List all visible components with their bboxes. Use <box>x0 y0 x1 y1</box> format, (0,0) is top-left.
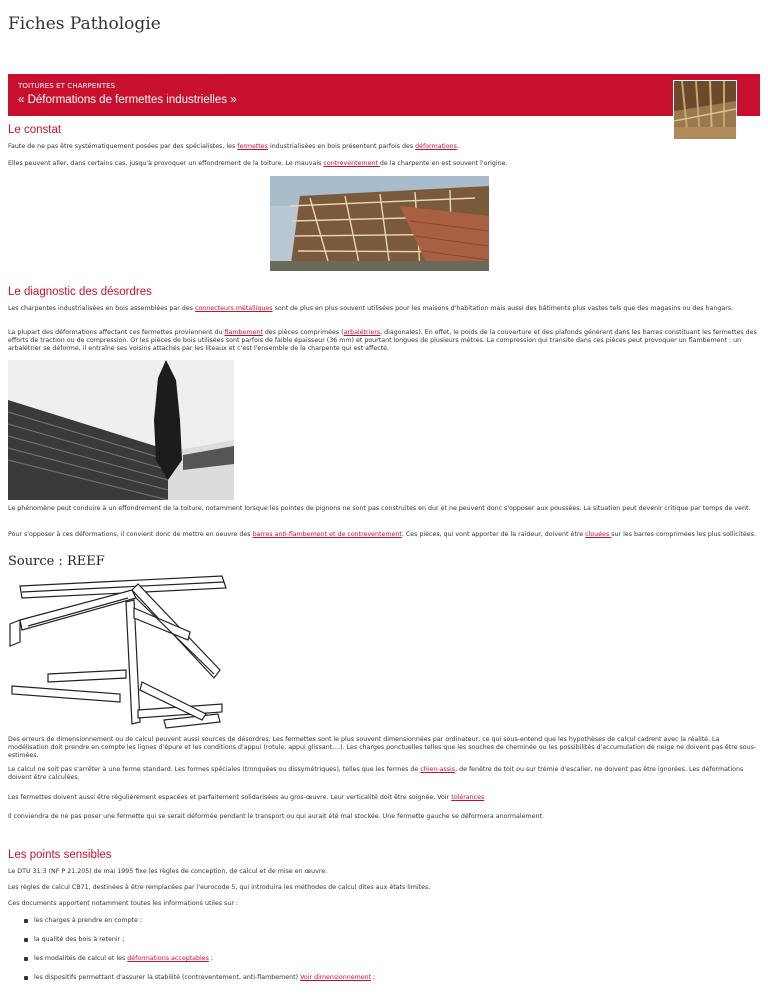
link-connecteurs-metalliques[interactable]: connecteurs métalliques <box>194 305 273 312</box>
link-flambement[interactable]: flambement <box>224 329 263 336</box>
header-banner <box>8 74 760 116</box>
section-heading-diagnostic: Le diagnostic des désordres <box>8 286 152 298</box>
link-voir-dimensionnement[interactable]: Voir dimensionnement <box>300 974 372 981</box>
list-item: les modalités de calcul et les déformations acceptables ; <box>8 955 760 963</box>
section-heading-points-sensibles: Les points sensibles <box>8 849 112 861</box>
bracing-diagram <box>8 572 228 734</box>
paragraph: Il conviendra de ne pas poser une fermette qui se serait déformée pendant le transport ou qui aurait été mal stockée. Une fermette gauche se déformera anormalement. <box>8 813 544 820</box>
link-clouees[interactable]: clouées <box>585 531 612 538</box>
paragraph: Les règles de calcul CB71, destinées à être remplacées par l'eurocode 5, qui introduira les méthodes de calcul dites aux états limites. <box>8 884 431 891</box>
bullet-icon <box>24 919 28 923</box>
bullet-icon <box>24 976 28 980</box>
banner-category: TOITURES ET CHARPENTES <box>18 82 116 90</box>
site-title: Fiches Pathologie <box>8 14 161 34</box>
paragraph: Les fermettes doivent aussi être régulièrement espacées et parfaitement solidarisées au gros-œuvre. Leur verticalité doit être soignée. Voir tolérances <box>8 794 485 801</box>
link-barres-anti-flambement[interactable]: barres anti-flambement et de contreventement <box>252 531 402 538</box>
link-arbaletriers[interactable]: arbalétriers <box>343 329 381 336</box>
source-caption: Source : REEF <box>8 554 105 569</box>
paragraph: Pour s'opposer à ces déformations, il convient donc de mettre en oeuvre des barres anti-flambement et de contreventement. Ces pièces, qui vont apporter de la raideur, doivent être clouées sur les barres comprimées les plus sollicitées. <box>8 531 756 538</box>
paragraph: Le calcul ne soit pas s'arrêter à une ferme standard. Les formes spéciales (tronquées ou dissymétriques), telles que les fermes de chien-assis, de fenêtre de toit ou sur trémie d'escalier, ne doivent pas être ignorées. Les déformations doivent être calculées. <box>8 766 744 782</box>
roof-attic-photo <box>673 80 737 140</box>
paragraph: Faute de ne pas être systématiquement posées par des spécialistes, les fermettes industrialisées en bois présentent parfois des déformations. <box>8 143 459 150</box>
roof-tiles-cypress-photo <box>8 360 234 500</box>
link-deformations-acceptables[interactable]: déformations acceptables <box>127 955 209 962</box>
section-heading-constat: Le constat <box>8 124 62 136</box>
paragraph: Le phénomène peut conduire à un effondrement de la toiture, notamment lorsque les pointes de pignons ne sont pas construites en dur et ne peuvent donc s'opposer aux poussées. La situation peut devenir critique par temps de vent. <box>8 505 751 512</box>
list-item: les dispositifs permettant d'assurer la stabilité (contreventement, anti-flambement) Voir dimensionnement ; <box>8 974 760 982</box>
paragraph: Ces documents apportent notamment toutes les informations utiles sur : <box>8 900 239 907</box>
bullet-list <box>8 917 760 993</box>
list-item: les charges à prendre en compte ; <box>8 917 760 925</box>
link-tolerances[interactable]: tolérances <box>451 794 485 801</box>
paragraph: Le DTU 31.3 (NF P 21.205) de mai 1995 fixe les règles de conception, de calcul et de mise en œuvre. <box>8 868 328 875</box>
link-fermettes[interactable]: fermettes <box>237 143 268 150</box>
bullet-icon <box>24 938 28 942</box>
link-contreventement[interactable]: contreventement <box>323 160 380 167</box>
paragraph: Des erreurs de dimensionnement ou de calcul peuvent aussi sources de désordres. Les fermettes sont le plus souvent dimensionnées par ordinateur, ce qui sous-entend que les hypothèses de calcul cadrent avec la réalité. La modélisation doit prendre en compte les lignes d'épure et les conditions d'appui (rotule, appui glissant,...). Les charges ponctuelles telles que les souches de cheminée ou les possibilités d'accumulation de neige ne doivent pas être sous-estimées. <box>8 736 757 760</box>
bullet-icon <box>24 957 28 961</box>
page-title: « Déformations de fermettes industrielles » <box>18 94 237 106</box>
paragraph: La plupart des déformations affectant ces fermettes proviennent du flambement des pièces comprimées (arbalétriers, diagonales). En effet, le poids de la couverture et des plafonds génèrent dans les barres constituant les fermettes des efforts de traction ou de compression. Or les pièces de bois utilisées sont parfois de faible épaisseur (36 mm) et pourtant longues de plusieurs mètres. La compression qui transite dans ces pièces peut provoquer un flambement : un arbalétrier se déforme, il entraîne ses voisins attachés par les liteaux et c'est l'ensemble de la charpente qui est affecté. <box>8 329 757 353</box>
link-deformations[interactable]: déformations <box>415 143 457 150</box>
list-item: la qualité des bois à retenir ; <box>8 936 760 944</box>
link-chien-assis[interactable]: chien-assis <box>420 766 456 773</box>
paragraph: Elles peuvent aller, dans certains cas, jusqu'à provoquer un effondrement de la toiture. Le mauvais contreventement de la charpente en est souvent l'origine. <box>8 160 508 167</box>
paragraph: Les charpentes industrialisées en bois assemblées par des connecteurs métalliques sont de plus en plus souvent utilisées pour les maisons d'habitation mais aussi des bâtiments plus vastes tels que des magasins ou des hangars. <box>8 305 734 312</box>
collapsed-roof-photo <box>270 176 489 271</box>
